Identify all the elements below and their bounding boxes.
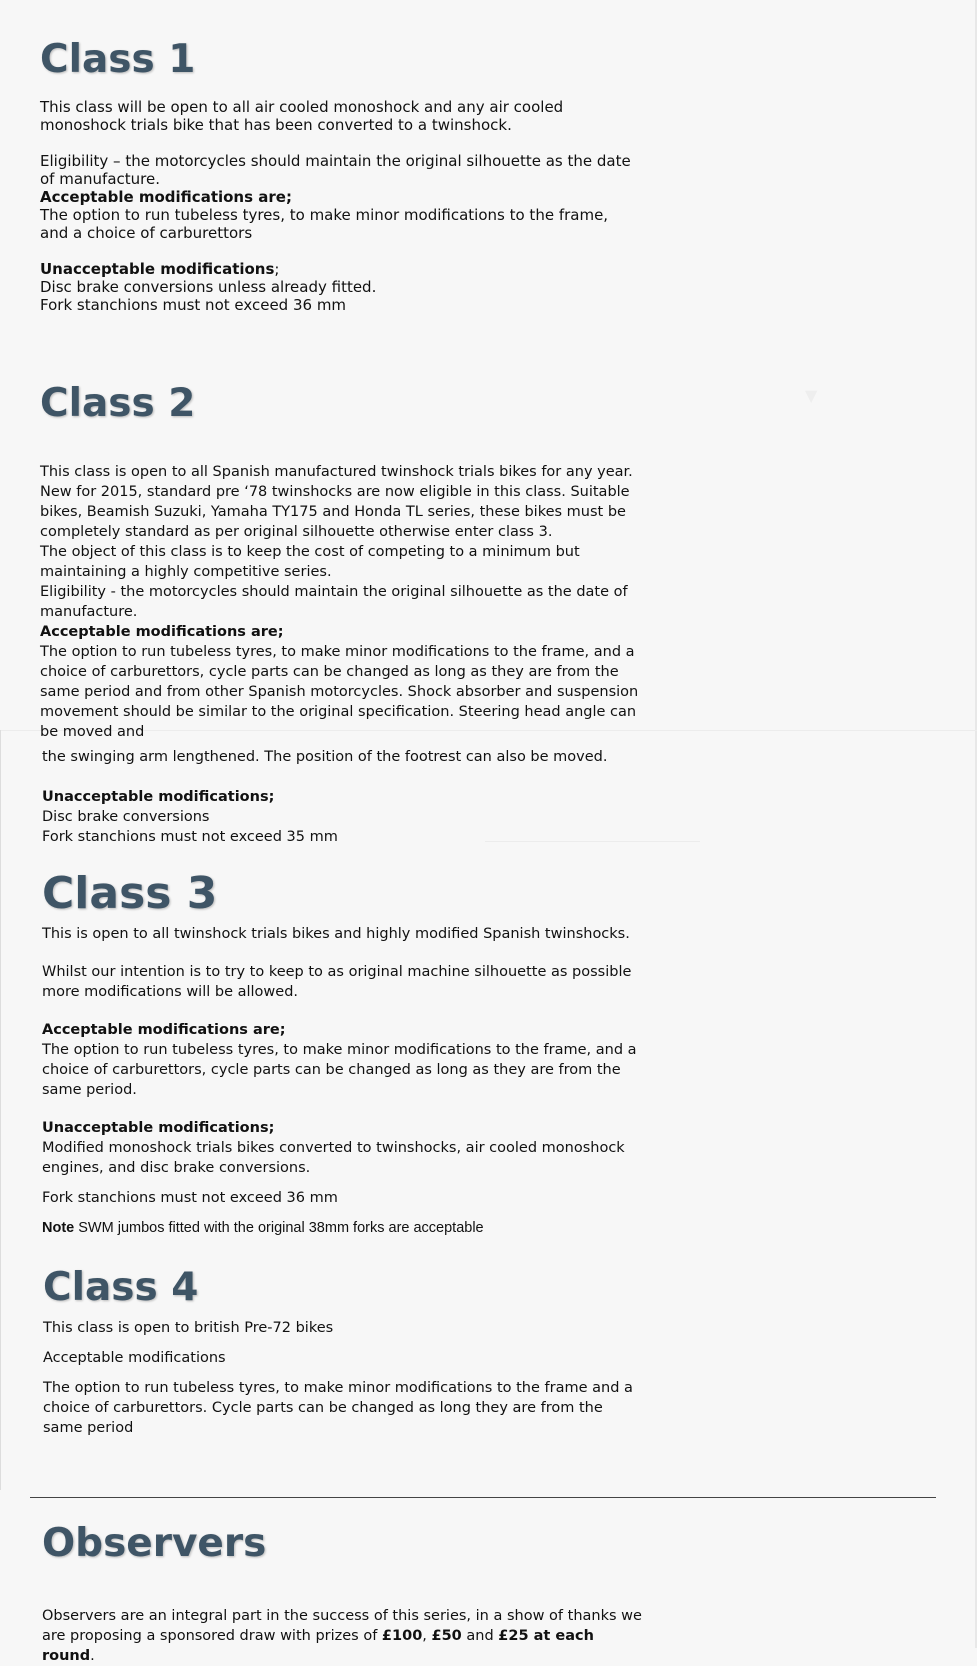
class2-p1: This class is open to all Spanish manufactured twinshock trials bikes for any year. <box>40 464 633 480</box>
class1-section <box>40 36 640 314</box>
class3-note: Note SWM jumbos fitted with the original 38mm forks are acceptable <box>42 1220 484 1236</box>
class3-title: Class 3 <box>42 868 218 919</box>
class2-unacceptable-heading: Unacceptable modifications; <box>42 789 275 805</box>
class3-p1: This is open to all twinshock trials bikes and highly modified Spanish twinshocks. <box>42 926 630 942</box>
class3-fork: Fork stanchions must not exceed 36 mm <box>42 1190 338 1206</box>
class2-p3: The object of this class is to keep the cost of competing to a minimum but maintaining a highly competitive series. <box>40 544 580 580</box>
class2-section <box>40 380 640 847</box>
class3-unacceptable-heading: Unacceptable modifications; <box>42 1120 275 1136</box>
class3-acceptable-text: The option to run tubeless tyres, to make minor modifications to the frame, and a choice of carburettors, cycle parts can be changed as long as they are from the same period. <box>42 1042 637 1098</box>
class1-title: Class 1 <box>40 37 196 82</box>
class4-p2: Acceptable modifications <box>43 1350 226 1366</box>
class1-unacceptable-1: Disc brake conversions unless already fitted. <box>40 278 377 296</box>
class3-p2: Whilst our intention is to try to keep to as original machine silhouette as possible more modifications will be allowed. <box>42 964 632 1000</box>
class1-unacceptable-heading: Unacceptable modifications; <box>40 260 280 278</box>
class1-eligibility: Eligibility – the motorcycles should maintain the original silhouette as the date of manufacture. <box>40 152 631 188</box>
class2-unacceptable-1: Disc brake conversions <box>42 809 210 825</box>
class2-acceptable-heading: Acceptable modifications are; <box>40 624 284 640</box>
class4-title: Class 4 <box>43 1265 199 1310</box>
class2-p2: New for 2015, standard pre ‘78 twinshocks are now eligible in this class. Suitable bikes, Beamish Suzuki, Yamaha TY175 and Honda TL series, these bikes must be completely standard as per original silhouette otherwise enter class 3. <box>40 484 630 540</box>
class3-acceptable-heading: Acceptable modifications are; <box>42 1022 286 1038</box>
class2-acceptable-cont: the swinging arm lengthened. The position of the footrest can also be moved. <box>42 749 608 765</box>
class3-section <box>42 870 642 1238</box>
observers-title: Observers <box>42 1521 267 1566</box>
class2-unacceptable-2: Fork stanchions must not exceed 35 mm <box>42 829 338 845</box>
class4-p1: This class is open to british Pre-72 bikes <box>43 1320 334 1336</box>
observers-section <box>42 1520 642 1666</box>
class2-acceptable-text: The option to run tubeless tyres, to make minor modifications to the frame, and a choice of carburettors, cycle parts can be changed as long as they are from the same period and from other Spanish motorcycles. Shock absorber and suspension movement should be similar to the original specification. Steering head angle can be moved and <box>40 644 639 740</box>
class2-p4: Eligibility - the motorcycles should maintain the original silhouette as the date of manufacture. <box>40 584 628 620</box>
decorative-mark-icon: ▼ <box>805 386 818 405</box>
class1-acceptable-heading: Acceptable modifications are; <box>40 188 292 206</box>
class4-section <box>43 1264 643 1438</box>
horizontal-rule <box>30 1497 936 1498</box>
class3-unacceptable-text: Modified monoshock trials bikes converted to twinshocks, air cooled monoshock engines, and disc brake conversions. <box>42 1140 625 1176</box>
class4-p3: The option to run tubeless tyres, to make minor modifications to the frame and a choice of carburettors. Cycle parts can be changed as long they are from the same period <box>43 1380 633 1436</box>
class1-intro: This class will be open to all air cooled monoshock and any air cooled monoshock trials bike that has been converted to a twinshock. <box>40 98 564 134</box>
class1-unacceptable-2: Fork stanchions must not exceed 36 mm <box>40 296 347 314</box>
left-border <box>0 730 1 1490</box>
class2-title: Class 2 <box>40 381 196 426</box>
class1-acceptable-text: The option to run tubeless tyres, to make minor modifications to the frame, and a choice of carburettors <box>40 206 609 242</box>
observers-text: Observers are an integral part in the success of this series, in a show of thanks we are proposing a sponsored draw with prizes of £100, £50 and £25 at each round. <box>42 1608 642 1664</box>
